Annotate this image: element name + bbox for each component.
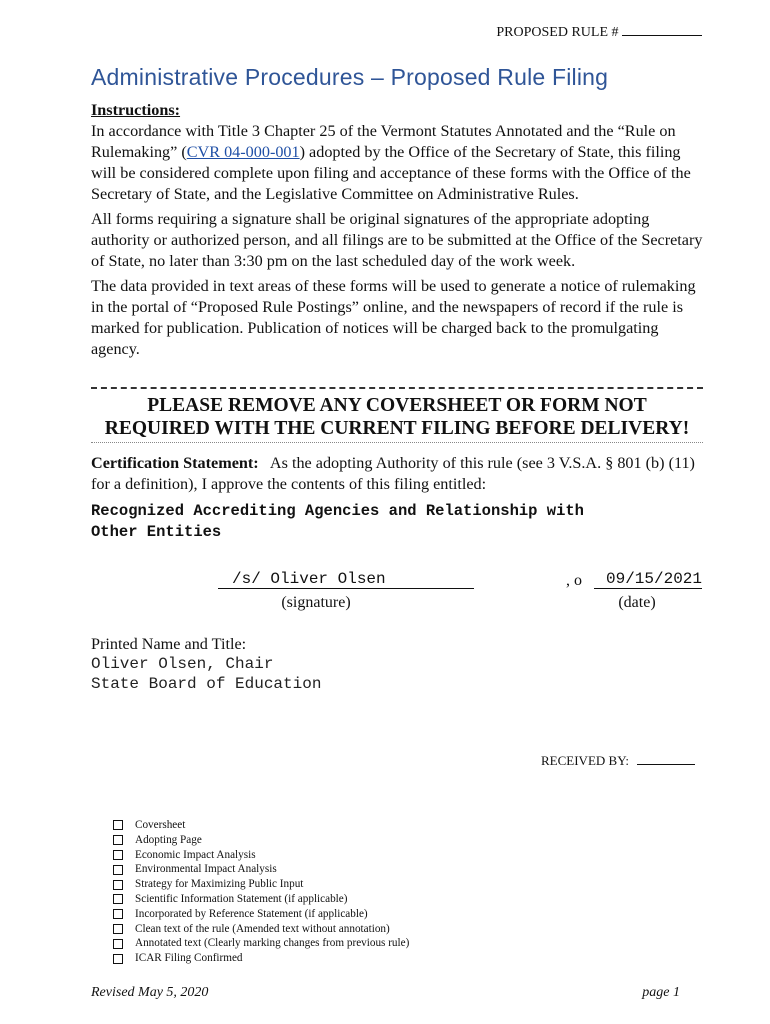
checkbox-icon[interactable] xyxy=(113,850,123,860)
checklist-item[interactable] xyxy=(113,907,409,922)
checklist-item[interactable] xyxy=(113,892,409,907)
signature-field[interactable]: /s/ Oliver Olsen xyxy=(218,570,474,589)
checklist-item-label: Adopting Page xyxy=(135,833,202,846)
cvr-link[interactable]: CVR 04-000-001 xyxy=(186,143,300,161)
instructions-p1-before: In accordance with Title 3 Chapter 25 of the Vermont Statutes Annotated and the “Rule on Rulemaking” ( xyxy=(91,122,676,161)
warning-line-2: REQUIRED WITH THE CURRENT FILING BEFORE DELIVERY! xyxy=(104,418,690,439)
certification-label: Certification Statement: xyxy=(91,454,259,472)
date-label: (date) xyxy=(618,594,656,611)
checklist-item[interactable] xyxy=(113,862,409,877)
checkbox-icon[interactable] xyxy=(113,865,123,875)
checkbox-icon[interactable] xyxy=(113,939,123,949)
checklist-item-label: Economic Impact Analysis xyxy=(135,848,256,861)
checklist-item-label: Coversheet xyxy=(135,819,186,831)
page-title: Administrative Procedures – Proposed Rule Filing xyxy=(91,64,609,90)
checklist-item-label: Annotated text (Clearly marking changes from previous rule) xyxy=(135,937,410,950)
printed-name-value: Oliver Olsen, Chair xyxy=(91,655,274,673)
instructions-p1-after: ) adopted by the Office of the Secretary of State, this filing will be considered complete upon filing and acceptance of these forms with the Office of the Secretary of State, and the Legislative Committee on Administrative Rules. xyxy=(91,143,691,203)
instructions-section xyxy=(91,100,707,364)
received-by-blank[interactable] xyxy=(637,754,695,765)
checklist-item-label: Clean text of the rule (Amended text without annotation) xyxy=(135,922,390,935)
printed-name-label: Printed Name and Title: xyxy=(91,635,247,653)
checkbox-icon[interactable] xyxy=(113,924,123,934)
filing-checklist xyxy=(113,818,409,966)
printed-title-value: State Board of Education xyxy=(91,675,322,693)
checklist-item[interactable] xyxy=(113,848,409,863)
checklist-item[interactable] xyxy=(113,877,409,892)
checklist-item-label: ICAR Filing Confirmed xyxy=(135,952,243,965)
proposed-rule-blank[interactable] xyxy=(622,24,702,36)
received-by-label: RECEIVED BY: xyxy=(541,753,629,768)
checklist-item-label: Environmental Impact Analysis xyxy=(135,863,277,876)
checklist-item[interactable] xyxy=(113,818,409,833)
proposed-rule-number xyxy=(496,24,702,41)
signature-separator: , o xyxy=(566,572,582,589)
signature-label: (signature) xyxy=(281,594,351,611)
instructions-paragraph-1 xyxy=(91,121,707,205)
rule-title-line-1: Recognized Accrediting Agencies and Relationship with xyxy=(91,502,584,520)
checklist-item-label: Strategy for Maximizing Public Input xyxy=(135,878,304,891)
checkbox-icon[interactable] xyxy=(113,909,123,919)
certification-statement xyxy=(91,453,707,495)
proposed-rule-label: PROPOSED RULE # xyxy=(496,25,619,40)
checkbox-icon[interactable] xyxy=(113,880,123,890)
checklist-item-label: Scientific Information Statement (if applicable) xyxy=(135,892,348,905)
footer-page-number: page 1 xyxy=(642,985,680,1000)
divider-bottom xyxy=(91,442,703,443)
footer-revised: Revised May 5, 2020 xyxy=(91,985,209,1000)
checklist-item[interactable] xyxy=(113,951,409,966)
checklist-item[interactable] xyxy=(113,936,409,951)
checklist-item[interactable] xyxy=(113,922,409,937)
received-by xyxy=(541,753,695,769)
date-field[interactable]: 09/15/2021 xyxy=(594,570,702,589)
checkbox-icon[interactable] xyxy=(113,835,123,845)
checkbox-icon[interactable] xyxy=(113,954,123,964)
checklist-item-label: Incorporated by Reference Statement (if applicable) xyxy=(135,907,368,920)
warning-banner xyxy=(91,394,703,440)
checkbox-icon[interactable] xyxy=(113,820,123,830)
rule-title-line-2: Other Entities xyxy=(91,523,222,541)
warning-line-1: PLEASE REMOVE ANY COVERSHEET OR FORM NOT xyxy=(147,395,647,416)
printed-name-field[interactable] xyxy=(91,654,321,694)
divider-top xyxy=(91,387,703,389)
checkbox-icon[interactable] xyxy=(113,894,123,904)
instructions-heading: Instructions: xyxy=(91,101,181,119)
instructions-paragraph-3: The data provided in text areas of these forms will be used to generate a notice of rulemaking in the portal of “Proposed Rule Postings” online, and the newspapers of record if the rule is marked for publication. Publication of notices will be charged back to the promulgating agency. xyxy=(91,277,696,358)
certification-text: As the adopting Authority of this rule (see 3 V.S.A. § 801 (b) (11) for a definition), I approve the contents of this filing entitled: xyxy=(91,454,695,493)
instructions-paragraph-2: All forms requiring a signature shall be original signatures of the appropriate adopting authority or authorized person, and all filings are to be submitted at the Office of the Secretary of State, no later than 3:30 pm on the last scheduled day of the work week. xyxy=(91,210,703,270)
rule-title xyxy=(91,501,707,543)
checklist-item[interactable] xyxy=(113,833,409,848)
